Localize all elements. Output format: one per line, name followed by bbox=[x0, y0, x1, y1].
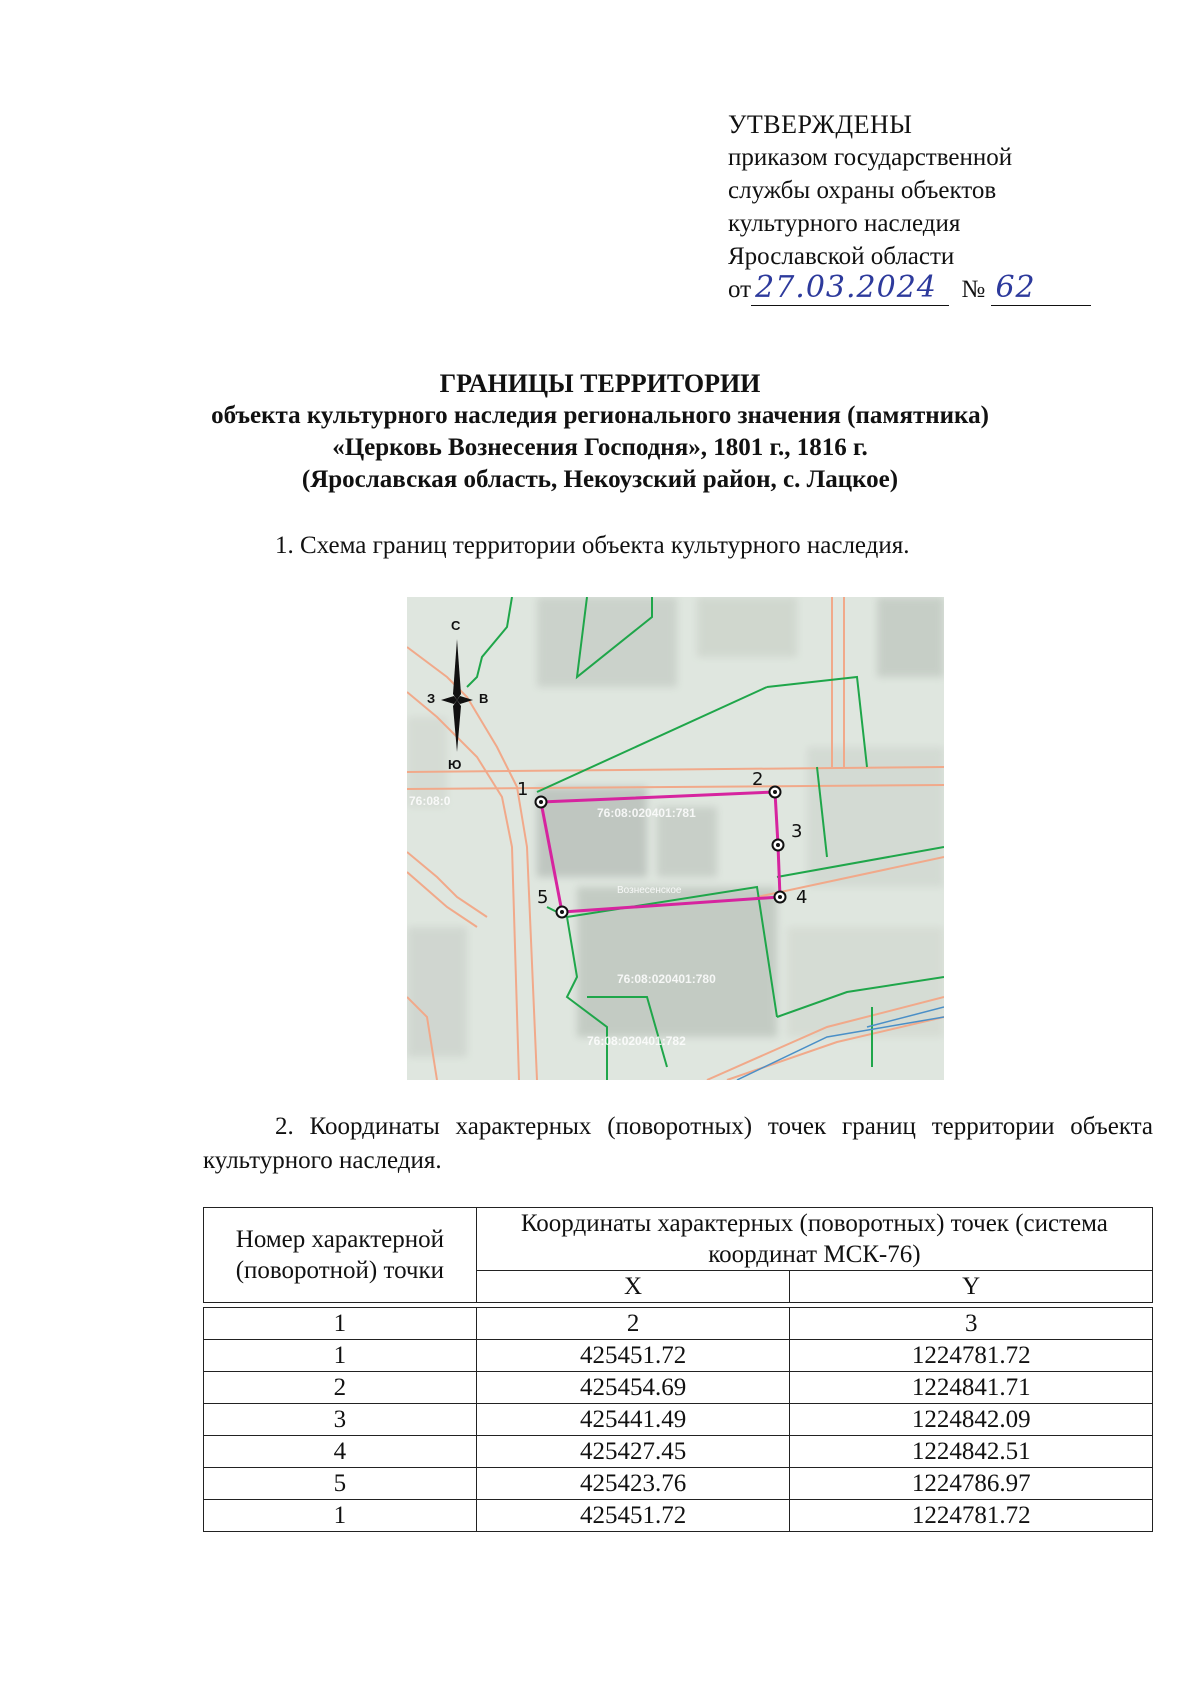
x-value: 425423.76 bbox=[476, 1468, 790, 1500]
parcel-label-partial: 76:08:0 bbox=[409, 794, 451, 808]
table-row bbox=[204, 1500, 1153, 1532]
parcel-label-781: 76:08:020401:781 bbox=[597, 806, 696, 820]
point-label-4: 4 bbox=[796, 887, 808, 908]
y-value: 1224842.09 bbox=[790, 1404, 1153, 1436]
section-2-heading: 2. Координаты характерных (поворотных) точек границ территории объекта культурного наследия. bbox=[203, 1113, 1153, 1174]
compass-west: З bbox=[427, 691, 436, 706]
date-prefix: от bbox=[728, 276, 752, 303]
y-value: 1224781.72 bbox=[790, 1500, 1153, 1532]
compass-south: Ю bbox=[448, 757, 462, 772]
point-label-2: 2 bbox=[752, 769, 764, 790]
coordinates-table bbox=[203, 1207, 1153, 1532]
approval-line: Ярославской области bbox=[728, 243, 955, 270]
x-value: 425454.69 bbox=[476, 1372, 790, 1404]
x-value: 425451.72 bbox=[476, 1500, 790, 1532]
approval-block bbox=[728, 108, 1091, 306]
approval-line: приказом государственной bbox=[728, 144, 1013, 171]
point-label-1: 1 bbox=[517, 779, 529, 800]
approval-line: службы охраны объектов bbox=[728, 177, 997, 204]
table-row bbox=[204, 1372, 1153, 1404]
y-value: 1224842.51 bbox=[790, 1436, 1153, 1468]
y-value: 1224841.71 bbox=[790, 1372, 1153, 1404]
number-prefix: № bbox=[961, 276, 986, 303]
number-blank bbox=[991, 270, 1091, 306]
point-number: 1 bbox=[204, 1500, 477, 1532]
x-value: 425427.45 bbox=[476, 1436, 790, 1468]
order-date: 27.03.2024 bbox=[755, 270, 937, 305]
compass-north: С bbox=[451, 618, 461, 633]
column-numbering-row bbox=[204, 1308, 1153, 1340]
place-label: Вознесенское bbox=[617, 885, 682, 896]
point-number: 3 bbox=[204, 1404, 477, 1436]
header-point-number: Номер характерной (поворотной) точки bbox=[204, 1208, 477, 1303]
approval-heading: УТВЕРЖДЕНЫ bbox=[728, 110, 913, 139]
compass-east: В bbox=[479, 691, 489, 706]
document-title bbox=[0, 368, 1200, 496]
table-row bbox=[204, 1436, 1153, 1468]
section-1-heading: 1. Схема границ территории объекта культурного наследия. bbox=[275, 532, 910, 559]
point-label-5: 5 bbox=[537, 887, 549, 908]
column-number: 1 bbox=[204, 1308, 477, 1340]
header-x: X bbox=[476, 1271, 790, 1303]
point-number: 2 bbox=[204, 1372, 477, 1404]
date-blank bbox=[751, 270, 949, 306]
x-value: 425441.49 bbox=[476, 1404, 790, 1436]
point-label-3: 3 bbox=[791, 821, 803, 842]
approval-line: культурного наследия bbox=[728, 210, 961, 237]
point-number: 1 bbox=[204, 1340, 477, 1372]
boundary-map bbox=[407, 597, 944, 1080]
title-line: объекта культурного наследия регионального значения (памятника) bbox=[211, 402, 989, 429]
parcel-label-780: 76:08:020401:780 bbox=[617, 972, 716, 986]
point-number: 5 bbox=[204, 1468, 477, 1500]
title-line: (Ярославская область, Некоузский район, с. Лацкое) bbox=[301, 466, 899, 493]
title-main: ГРАНИЦЫ ТЕРРИТОРИИ bbox=[439, 369, 761, 398]
parcel-label-782: 76:08:020401:782 bbox=[587, 1034, 686, 1048]
point-number: 4 bbox=[204, 1436, 477, 1468]
header-coordinates: Координаты характерных (поворотных) точек (система координат МСК-76) bbox=[476, 1208, 1152, 1271]
y-value: 1224781.72 bbox=[790, 1340, 1153, 1372]
column-number: 2 bbox=[476, 1308, 790, 1340]
order-number: 62 bbox=[995, 270, 1036, 305]
order-date-number-line bbox=[728, 270, 1091, 306]
title-line: «Церковь Вознесения Господня», 1801 г., 1816 г. bbox=[332, 434, 868, 461]
y-value: 1224786.97 bbox=[790, 1468, 1153, 1500]
table-row bbox=[204, 1340, 1153, 1372]
header-y: Y bbox=[790, 1271, 1153, 1303]
table-row bbox=[204, 1468, 1153, 1500]
x-value: 425451.72 bbox=[476, 1340, 790, 1372]
table-row bbox=[204, 1404, 1153, 1436]
column-number: 3 bbox=[790, 1308, 1153, 1340]
